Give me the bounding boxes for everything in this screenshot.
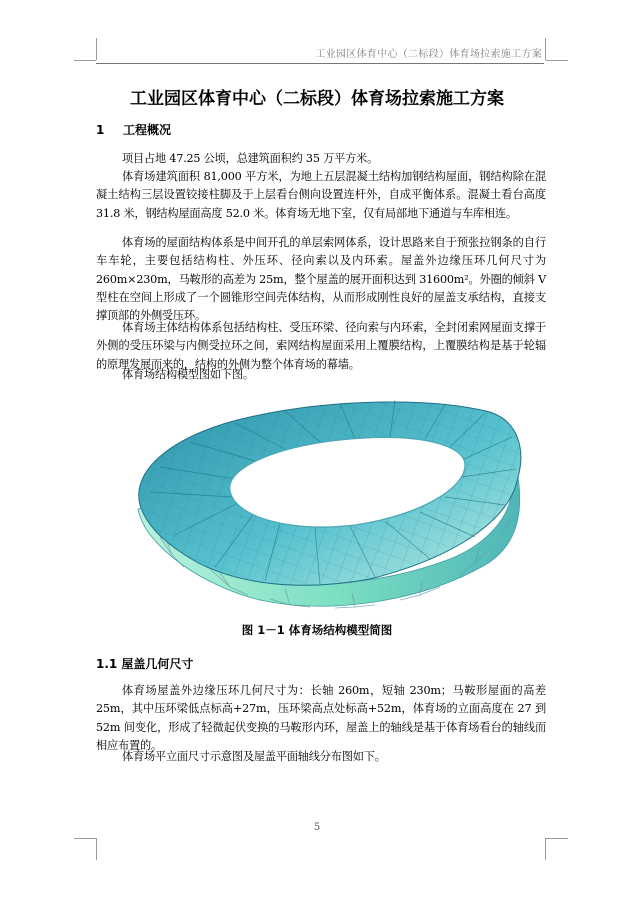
section-number: 1 [96,123,105,137]
paragraph: 体育场的屋面结构体系是中间开孔的单层索网体系，设计思路来自于预张拉钢条的自行车车轮，主要包括结构柱、外压环、径向索以及内环索。屋盖外边缘压环几何尺寸为 260m×230m，马鞍形的高差为 25m，整个屋盖的展开面积达到 31600m²。外圈的倾斜 V 型柱在空间上形成了一个圆锥形空间壳体结构，从而形成刚性良好的屋盖支承结构，直接支撑顶部的外侧受压环。 [96,236,546,323]
crop-mark-bottom-right-h [546,838,568,839]
header-rule [96,63,544,64]
page-number: 5 [313,822,321,833]
crop-mark-bottom-right-v [545,838,546,860]
crop-mark-bottom-left-v [96,838,97,860]
crop-mark-top-left-v [96,38,97,60]
paragraph: 体育场主体结构体系包括结构柱、受压环梁、径向索与内环索，全封闭索网屋面支撑于外侧的受压环梁与内侧受拉环之间，索网结构屋面采用上覆膜结构，上覆膜结构是基于轮辐的原理发展而来的，结构的外侧为整个体育场的幕墙。 [96,321,546,371]
stadium-model-figure [120,397,525,615]
document-title: 工业园区体育中心（二标段）体育场拉索施工方案 [130,89,504,109]
paragraph: 体育场结构模型图如下图。 [122,368,254,381]
stadium-model-image [120,397,525,615]
section-heading-1-1: 1.1 屋盖几何尺寸 [96,657,194,671]
section-heading-1 [96,121,171,138]
paragraph: 项目占地 47.25 公顷，总建筑面积约 35 万平方米。 [122,152,379,165]
paragraph: 体育场建筑面积 81,000 平方米，为地上五层混凝土结构加钢结构屋面，钢结构除在混凝土结构三层设置铰接柱脚及于上层看台侧向设置连杆外，自成平衡体系。混凝土看台高度 31.8 米，钢结构屋面高度 52.0 米。体育场无地下室，仅有局部地下通道与车库相连。 [96,170,546,220]
running-head: 工业园区体育中心（二标段）体育场拉索施工方案 [315,49,542,60]
crop-mark-top-right-v [545,38,546,60]
crop-mark-top-left-h [74,60,96,61]
section-title: 工程概况 [123,123,172,137]
crop-mark-bottom-left-h [74,838,96,839]
paragraph: 体育场平立面尺寸示意图及屋盖平面轴线分布图如下。 [122,750,386,763]
figure-caption: 图 1－1 体育场结构模型简图 [241,623,393,637]
paragraph: 体育场屋盖外边缘压环几何尺寸为：长轴 260m，短轴 230m；马鞍形屋面的高差 25m，其中压环梁低点标高+27m，压环梁高点处标高+52m，体育场的立面高度在 27 到 52m 间变化，形成了轻微起伏变换的马鞍形内环，屋盖上的轴线是基于体育场看台的轴线而相应布置的。 [96,684,546,752]
crop-mark-top-right-h [546,60,568,61]
